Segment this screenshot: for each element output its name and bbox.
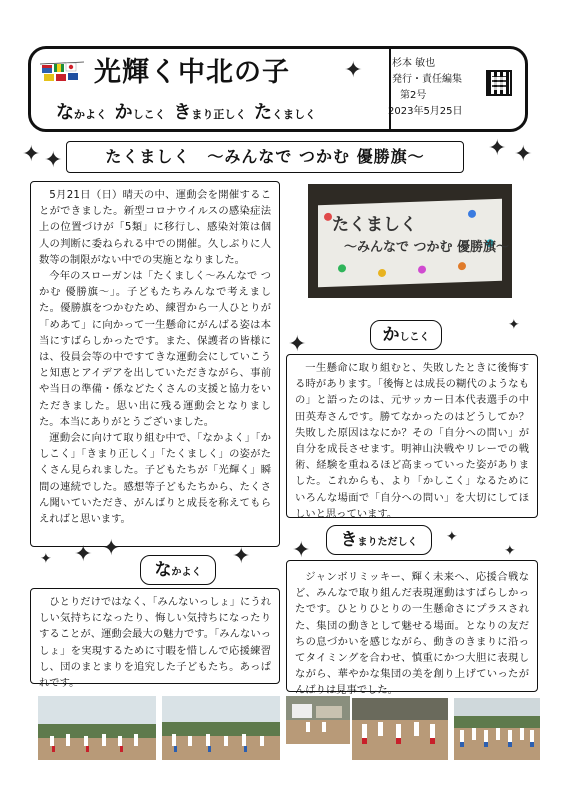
banner-line2: ～みんなで つかむ 優勝旗～ xyxy=(344,240,510,255)
sparkle-icon: ✦ xyxy=(74,542,93,567)
motto-initial: か xyxy=(114,102,133,123)
motto-rest: かよく xyxy=(74,108,107,121)
issue-number: 第2号 xyxy=(400,90,427,101)
label-rest: まりただしく xyxy=(357,537,418,548)
sparkle-icon: ✦ xyxy=(446,529,458,545)
nakayoku-article xyxy=(30,588,280,690)
relay-photo xyxy=(286,696,350,744)
sparkle-icon: ✦ xyxy=(344,58,363,83)
kashikoku-label xyxy=(370,320,442,350)
article-paragraph: 今年のスローガンは「たくましく～みんなで つかむ 優勝旗～」。子どもたちみんなで考えました。優勝旗をつかむため、練習から一人ひとりが「めあて」に向かって一生懸命にがんばる姿は本当にすばらしかったです。また、保護者の皆様には、役員会等の中ですてきな運動会にしていこうと知恵とアイデアを出していただきながら、事前や当日の準備・係などたくさんの支援と協力をいただきました。思い出に残る運動会となりました。本当にありがとうございました。 xyxy=(39,270,271,428)
school-motto xyxy=(56,98,316,124)
kimari-article xyxy=(286,560,538,697)
motto-initial: き xyxy=(173,102,192,123)
qr-code-icon xyxy=(486,70,512,96)
cheer-photo-2 xyxy=(162,696,280,760)
sparkle-icon: ✦ xyxy=(22,142,41,167)
label-rest: かよく xyxy=(171,567,202,578)
sparkle-icon: ✦ xyxy=(102,536,121,561)
label-initial: か xyxy=(382,325,400,345)
newsletter-title: 光輝く中北の子 xyxy=(94,57,290,88)
article-paragraph: 一生懸命に取り組むと、失敗したときに後悔する時があります。「後悔とは成長の糊代のようなもの」と語ったのは、元サッカー日本代表選手の中田英寿さんです。勝てなかったのはどうしてか？失敗した原因はなにか？その「自分への問い」が自分を成長させます。明神山決戦やリレーでの戦術、経験を重ねるほど高まっていった姿がありました。これからも、より「かしこく」なるためにいろんな場面で「自分への問い」を大切にしてほしいと思っています。 xyxy=(295,362,529,520)
theme-heading: たくましく ～みんなで つかむ 優勝旗～ xyxy=(66,141,464,173)
author-name: 杉本 敏也 xyxy=(392,58,436,69)
group-dance-photo xyxy=(454,698,540,760)
tug-photo xyxy=(352,698,448,760)
sparkle-icon: ✦ xyxy=(292,538,311,563)
sparkle-icon: ✦ xyxy=(508,317,520,333)
sparkle-icon: ✦ xyxy=(504,543,516,559)
article-paragraph: 5月21日（日）晴天の中、運動会を開催することができました。新型コロナウイルスの感染症法上の位置づけが「5類」に移行し、感染対策は個人の判断に委ねられる中での開催。久しぶりに人数等の制限がない中での実施となりました。 xyxy=(39,189,271,266)
kimari-label xyxy=(326,525,432,555)
cheer-photo-1 xyxy=(38,696,156,760)
sparkle-icon: ✦ xyxy=(488,136,507,161)
motto-initial: た xyxy=(254,102,273,123)
article-paragraph: ジャンボリミッキー、輝く未来へ、応援合戦など、みんなで取り組んだ表現運動はすばらしかったです。ひとりひとりの一生懸命さにプラスされた、集団の動きとして魅せる場面。となりの友だちの息づかいを感じながら、動きのきまりに沿ってタイミングを合わせ、慎重にかつ大胆に表現しながら、華やかな集団の美を創り上げていったがんばりは見事でした。 xyxy=(295,571,529,697)
issue-date: 2023年5月25日 xyxy=(388,106,463,117)
label-initial: な xyxy=(154,560,172,580)
sparkle-icon: ✦ xyxy=(40,551,52,567)
kashikoku-article xyxy=(286,354,538,518)
label-rest: しこく xyxy=(399,332,430,343)
label-initial: き xyxy=(340,530,358,550)
sparkle-icon: ✦ xyxy=(514,142,533,167)
motto-rest: くましく xyxy=(272,108,317,121)
banner-line1: たくましく xyxy=(332,215,417,235)
motto-initial: な xyxy=(56,102,74,123)
main-article xyxy=(30,181,280,547)
article-paragraph: ひとりだけではなく、「みんないっしょ」にうれしい気持ちになったり、悔しい気持ちになったりすることが、運動会最大の魅力です。「みんないっしょ」を実現するために寸暇を惜しんで応援練習し、団のまとまりを追究した子どもたち。あっぱれです。 xyxy=(39,596,271,690)
slogan-banner-photo xyxy=(308,184,512,298)
editor-role: 発行・責任編集 xyxy=(392,74,462,85)
nakayoku-label xyxy=(140,555,216,585)
sparkle-icon: ✦ xyxy=(44,148,63,173)
sparkle-icon: ✦ xyxy=(288,332,307,357)
sparkle-icon: ✦ xyxy=(232,544,251,569)
motto-rest: しこく xyxy=(132,108,166,121)
article-paragraph: 運動会に向けて取り組む中で、「なかよく」「かしこく」「きまり正しく」「たくましく」の姿がたくさん見られました。子どもたちが「光輝く」瞬間の連続でした。感想等子どもたちから、たくさん聞いていただき、がんばりと成長を称えてもらえればと思います。 xyxy=(39,432,271,526)
flags-icon xyxy=(40,60,84,82)
motto-rest: まり正しく xyxy=(191,108,247,121)
